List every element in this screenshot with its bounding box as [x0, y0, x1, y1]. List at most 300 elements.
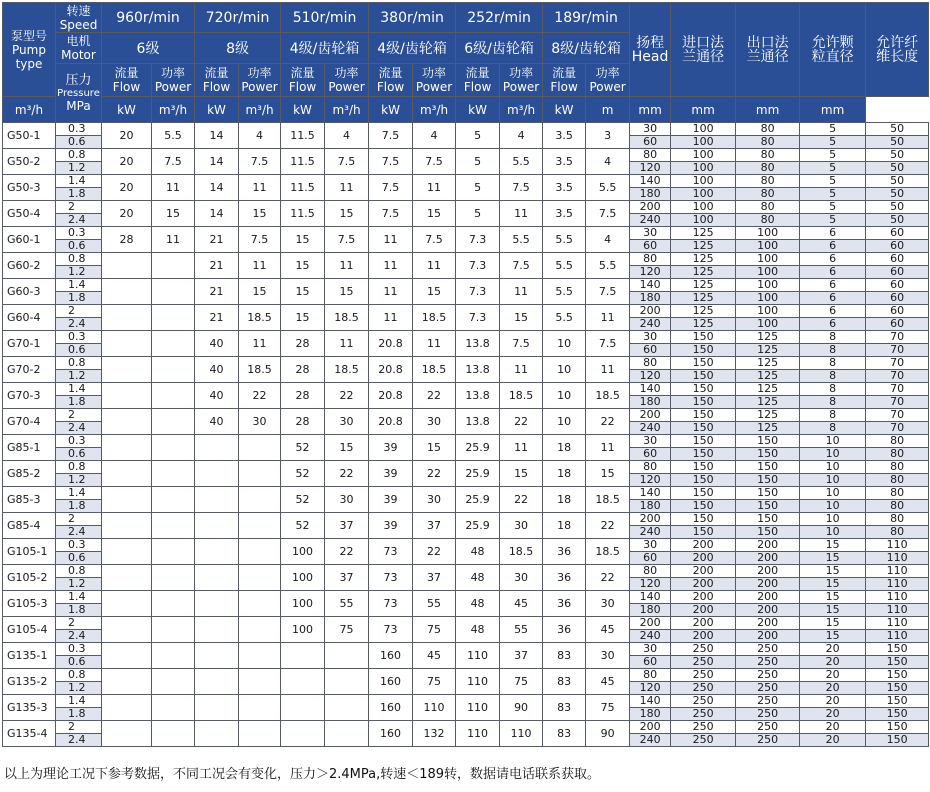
particle-cell: 10	[800, 487, 866, 500]
particle-cell: 20	[800, 669, 866, 682]
particle-cell: 6	[800, 266, 866, 279]
particle-cell: 5	[800, 214, 866, 227]
outlet-cell: 250	[736, 734, 800, 747]
power-cell	[152, 331, 195, 357]
fiber-cell: 60	[866, 305, 929, 318]
flow-cell: 21	[195, 305, 239, 331]
speed-header	[56, 3, 102, 33]
flow-cell: 100	[281, 617, 325, 643]
power-cell: 18.5	[239, 357, 281, 383]
flow-cell	[102, 279, 152, 305]
particle-cell: 20	[800, 643, 866, 656]
power-cell: 30	[586, 591, 630, 617]
pump-type-cell: G85-1	[3, 435, 56, 461]
power-cell: 22	[325, 461, 369, 487]
power-header-4	[500, 64, 543, 97]
flow-cell	[102, 331, 152, 357]
power-cell	[152, 253, 195, 279]
head-cell: 240	[630, 422, 671, 435]
pressure-cell: 0.8	[56, 669, 102, 682]
power-cell	[239, 643, 281, 669]
power-cell: 30	[500, 513, 543, 539]
power-cell: 15	[413, 279, 456, 305]
inlet-cell: 150	[671, 500, 736, 513]
power-cell	[325, 643, 369, 669]
flow-header-en: Flow	[463, 80, 492, 94]
pump-type-cell: G50-3	[3, 175, 56, 201]
particle-cell: 6	[800, 240, 866, 253]
outlet-header	[736, 3, 800, 97]
flow-unit-0: m³/h	[3, 97, 56, 123]
fiber-cell: 150	[866, 669, 929, 682]
head-cell: 30	[630, 331, 671, 344]
power-cell: 11	[586, 357, 630, 383]
flow-cell: 5	[456, 123, 500, 149]
power-cell: 4	[586, 227, 630, 253]
flow-cell: 3.5	[543, 123, 586, 149]
power-cell: 22	[586, 565, 630, 591]
power-cell	[239, 539, 281, 565]
pressure-cell: 1.2	[56, 266, 102, 279]
flow-cell: 28	[281, 409, 325, 435]
flow-cell: 73	[369, 617, 413, 643]
flow-cell	[102, 617, 152, 643]
inlet-cell: 100	[671, 123, 736, 136]
head-cell: 30	[630, 227, 671, 240]
power-header-en: Power	[415, 80, 453, 94]
power-cell: 75	[325, 617, 369, 643]
flow-cell: 20.8	[369, 383, 413, 409]
power-cell: 22	[239, 383, 281, 409]
flow-cell	[102, 565, 152, 591]
particle-cell: 15	[800, 604, 866, 617]
outlet-cell: 150	[736, 513, 800, 526]
power-cell: 18.5	[239, 305, 281, 331]
pressure-cell: 2	[56, 617, 102, 630]
fiber-cell: 80	[866, 448, 929, 461]
power-cell: 5.5	[500, 149, 543, 175]
fiber-cell: 60	[866, 318, 929, 331]
outlet-cell: 100	[736, 318, 800, 331]
fiber-cell: 110	[866, 578, 929, 591]
power-cell	[239, 695, 281, 721]
power-cell	[152, 305, 195, 331]
power-cell: 11	[239, 175, 281, 201]
speed-189: 189r/min	[543, 3, 630, 33]
power-header-en: Power	[502, 80, 540, 94]
table-row	[3, 175, 929, 188]
flow-cell	[102, 383, 152, 409]
flow-cell: 100	[281, 591, 325, 617]
motor-380: 4级/齿轮箱	[369, 33, 456, 64]
outlet-cell: 150	[736, 500, 800, 513]
power-cell: 15	[413, 201, 456, 227]
fiber-cell: 80	[866, 435, 929, 448]
power-unit-3: kW	[369, 97, 413, 123]
flow-unit-2: m³/h	[239, 97, 281, 123]
power-cell: 7.5	[586, 279, 630, 305]
flow-cell: 13.8	[456, 331, 500, 357]
power-cell: 22	[586, 513, 630, 539]
head-cell: 240	[630, 630, 671, 643]
inlet-cell: 125	[671, 292, 736, 305]
head-cell: 200	[630, 513, 671, 526]
power-cell: 37	[325, 513, 369, 539]
pump-type-cell: G50-2	[3, 149, 56, 175]
particle-cell: 10	[800, 461, 866, 474]
flow-cell: 40	[195, 331, 239, 357]
power-cell: 11	[413, 175, 456, 201]
outlet-cell: 150	[736, 526, 800, 539]
flow-cell: 20.8	[369, 357, 413, 383]
flow-cell: 73	[369, 591, 413, 617]
particle-cell: 6	[800, 227, 866, 240]
power-header-en: Power	[241, 80, 278, 94]
power-cell: 5.5	[586, 175, 630, 201]
pump-type-cell: G50-4	[3, 201, 56, 227]
power-cell: 30	[413, 487, 456, 513]
inlet-cell: 250	[671, 734, 736, 747]
head-cell: 240	[630, 214, 671, 227]
head-cell: 140	[630, 279, 671, 292]
pressure-header	[56, 64, 102, 123]
pump-type-header-en1: Pump	[12, 42, 46, 57]
fiber-cell: 150	[866, 695, 929, 708]
fiber-cell: 60	[866, 227, 929, 240]
power-cell: 45	[500, 591, 543, 617]
flow-cell: 11	[369, 227, 413, 253]
fiber-cell: 70	[866, 344, 929, 357]
flow-cell	[102, 357, 152, 383]
power-cell: 11	[325, 253, 369, 279]
power-cell: 5.5	[586, 253, 630, 279]
power-cell: 30	[413, 409, 456, 435]
outlet-cell: 80	[736, 123, 800, 136]
power-header-en: Power	[154, 80, 192, 94]
power-cell	[239, 487, 281, 513]
head-cell: 80	[630, 565, 671, 578]
fiber-cell: 110	[866, 630, 929, 643]
power-cell	[239, 669, 281, 695]
flow-cell: 5	[456, 175, 500, 201]
outlet-cell: 250	[736, 695, 800, 708]
head-cell: 200	[630, 201, 671, 214]
particle-cell: 5	[800, 136, 866, 149]
power-cell	[152, 617, 195, 643]
outlet-cell: 100	[736, 292, 800, 305]
flow-cell	[195, 591, 239, 617]
flow-cell	[102, 461, 152, 487]
power-cell	[152, 461, 195, 487]
flow-header-cn: 流量	[552, 66, 577, 80]
flow-cell	[102, 669, 152, 695]
flow-cell: 7.5	[369, 123, 413, 149]
inlet-header-l2: 兰通径	[682, 48, 725, 65]
flow-cell: 5	[456, 149, 500, 175]
pump-type-cell: G135-2	[3, 669, 56, 695]
flow-cell: 7.3	[456, 279, 500, 305]
head-cell: 60	[630, 136, 671, 149]
particle-cell: 6	[800, 253, 866, 266]
pressure-cell: 1.8	[56, 708, 102, 721]
flow-unit-4: m³/h	[413, 97, 456, 123]
inlet-cell: 150	[671, 383, 736, 396]
power-cell: 90	[500, 695, 543, 721]
particle-cell: 10	[800, 474, 866, 487]
fiber-cell: 150	[866, 721, 929, 734]
flow-cell: 11.5	[281, 201, 325, 227]
flow-cell	[281, 643, 325, 669]
flow-cell: 28	[281, 331, 325, 357]
inlet-cell: 200	[671, 617, 736, 630]
power-cell: 45	[413, 643, 456, 669]
power-cell: 4	[413, 123, 456, 149]
outlet-cell: 200	[736, 565, 800, 578]
table-row	[3, 253, 929, 266]
pressure-cell: 0.8	[56, 357, 102, 370]
pressure-cell: 2.4	[56, 422, 102, 435]
head-cell: 240	[630, 734, 671, 747]
pressure-cell: 2.4	[56, 526, 102, 539]
power-cell: 11	[500, 201, 543, 227]
flow-cell: 100	[281, 565, 325, 591]
power-cell	[152, 539, 195, 565]
power-cell	[239, 591, 281, 617]
table-row	[3, 617, 929, 630]
flow-cell: 15	[281, 279, 325, 305]
speed-header-cn: 转速	[66, 3, 91, 18]
power-cell	[239, 461, 281, 487]
pressure-cell: 2	[56, 305, 102, 318]
head-cell: 180	[630, 604, 671, 617]
flow-cell: 36	[543, 617, 586, 643]
table-row	[3, 201, 929, 214]
outlet-cell: 150	[736, 487, 800, 500]
particle-cell: 5	[800, 175, 866, 188]
power-cell: 18.5	[413, 305, 456, 331]
flow-cell: 25.9	[456, 435, 500, 461]
flow-header-5	[543, 64, 586, 97]
power-cell: 37	[413, 565, 456, 591]
particle-cell: 20	[800, 682, 866, 695]
particle-cell: 10	[800, 513, 866, 526]
pump-type-cell: G85-2	[3, 461, 56, 487]
particle-unit: mm	[736, 97, 800, 123]
particle-cell: 20	[800, 708, 866, 721]
power-cell: 15	[500, 461, 543, 487]
pressure-cell: 2	[56, 201, 102, 214]
pump-type-cell: G50-1	[3, 123, 56, 149]
flow-cell: 100	[281, 539, 325, 565]
flow-header-0	[102, 64, 152, 97]
particle-cell: 8	[800, 331, 866, 344]
outlet-cell: 125	[736, 344, 800, 357]
power-unit-5: kW	[543, 97, 586, 123]
fiber-cell: 150	[866, 708, 929, 721]
power-cell: 11	[239, 331, 281, 357]
power-cell: 22	[413, 539, 456, 565]
flow-cell: 73	[369, 539, 413, 565]
flow-cell: 11	[369, 305, 413, 331]
pressure-cell: 1.2	[56, 578, 102, 591]
flow-cell: 14	[195, 175, 239, 201]
power-cell: 30	[239, 409, 281, 435]
fiber-cell: 150	[866, 734, 929, 747]
outlet-cell: 125	[736, 396, 800, 409]
pump-type-cell: G60-1	[3, 227, 56, 253]
power-cell	[325, 721, 369, 747]
table-row	[3, 565, 929, 578]
power-cell	[152, 435, 195, 461]
power-cell: 18.5	[500, 539, 543, 565]
power-cell	[152, 721, 195, 747]
flow-cell: 21	[195, 279, 239, 305]
head-cell: 200	[630, 305, 671, 318]
pump-type-header	[3, 3, 56, 97]
particle-cell: 5	[800, 149, 866, 162]
particle-cell: 8	[800, 409, 866, 422]
flow-cell: 18	[543, 435, 586, 461]
flow-unit-5: m³/h	[500, 97, 543, 123]
pressure-cell: 1.4	[56, 383, 102, 396]
inlet-unit: mm	[630, 97, 671, 123]
flow-cell: 10	[543, 357, 586, 383]
pressure-cell: 0.8	[56, 253, 102, 266]
inlet-cell: 125	[671, 240, 736, 253]
power-cell	[152, 643, 195, 669]
power-cell: 18.5	[325, 357, 369, 383]
head-cell: 240	[630, 526, 671, 539]
fiber-cell: 60	[866, 240, 929, 253]
flow-cell: 160	[369, 695, 413, 721]
power-cell	[152, 513, 195, 539]
flow-header-cn: 流量	[204, 66, 229, 80]
particle-cell: 20	[800, 721, 866, 734]
flow-cell	[195, 617, 239, 643]
fiber-cell: 70	[866, 396, 929, 409]
fiber-cell: 70	[866, 331, 929, 344]
pump-type-cell: G135-4	[3, 721, 56, 747]
motor-510: 4级/齿轮箱	[281, 33, 369, 64]
fiber-cell: 70	[866, 422, 929, 435]
flow-unit-1: m³/h	[152, 97, 195, 123]
inlet-cell: 100	[671, 136, 736, 149]
head-cell: 30	[630, 539, 671, 552]
inlet-cell: 150	[671, 487, 736, 500]
pressure-cell: 0.8	[56, 149, 102, 162]
flow-cell	[102, 409, 152, 435]
particle-header-l2: 粒直径	[811, 48, 854, 65]
power-cell	[239, 721, 281, 747]
inlet-header	[671, 3, 736, 97]
particle-cell: 15	[800, 591, 866, 604]
outlet-cell: 250	[736, 708, 800, 721]
head-cell: 140	[630, 591, 671, 604]
flow-cell: 15	[281, 305, 325, 331]
outlet-cell: 250	[736, 669, 800, 682]
pressure-cell: 1.4	[56, 279, 102, 292]
flow-cell: 10	[543, 383, 586, 409]
fiber-cell: 80	[866, 526, 929, 539]
flow-cell: 28	[281, 357, 325, 383]
flow-cell	[102, 487, 152, 513]
head-cell: 180	[630, 500, 671, 513]
flow-cell: 28	[281, 383, 325, 409]
power-cell: 15	[152, 201, 195, 227]
power-header-5	[586, 64, 630, 97]
particle-cell: 20	[800, 695, 866, 708]
table-row	[3, 149, 929, 162]
flow-header-en: Flow	[288, 80, 317, 94]
particle-cell: 10	[800, 435, 866, 448]
flow-cell	[281, 721, 325, 747]
inlet-header-l1: 进口法	[682, 34, 725, 51]
table-row	[3, 123, 929, 136]
outlet-cell: 200	[736, 578, 800, 591]
outlet-cell: 125	[736, 357, 800, 370]
outlet-cell: 200	[736, 617, 800, 630]
flow-cell: 21	[195, 253, 239, 279]
outlet-cell: 80	[736, 201, 800, 214]
inlet-cell: 250	[671, 682, 736, 695]
fiber-cell: 50	[866, 175, 929, 188]
power-cell: 75	[413, 669, 456, 695]
outlet-cell: 200	[736, 552, 800, 565]
power-cell: 11	[500, 279, 543, 305]
fiber-header-l2: 维长度	[876, 48, 919, 65]
flow-cell: 18	[543, 487, 586, 513]
flow-cell: 20	[102, 201, 152, 227]
head-cell: 180	[630, 188, 671, 201]
power-header-1	[239, 64, 281, 97]
particle-header	[800, 3, 866, 97]
particle-header-l1: 允许颗	[811, 34, 854, 51]
power-cell: 18.5	[500, 383, 543, 409]
pump-type-cell: G70-2	[3, 357, 56, 383]
inlet-cell: 250	[671, 708, 736, 721]
flow-cell: 7.5	[369, 201, 413, 227]
outlet-cell: 200	[736, 630, 800, 643]
outlet-cell: 200	[736, 604, 800, 617]
table-row	[3, 591, 929, 604]
table-row	[3, 539, 929, 552]
power-unit-0: kW	[102, 97, 152, 123]
power-header-2	[325, 64, 369, 97]
pressure-cell: 1.8	[56, 188, 102, 201]
flow-cell: 73	[369, 565, 413, 591]
head-cell: 80	[630, 461, 671, 474]
flow-cell: 7.3	[456, 227, 500, 253]
flow-cell	[195, 721, 239, 747]
pressure-header-en: Pressure	[57, 87, 100, 99]
pressure-cell: 1.8	[56, 292, 102, 305]
power-cell	[152, 409, 195, 435]
fiber-cell: 50	[866, 136, 929, 149]
flow-cell: 36	[543, 591, 586, 617]
flow-cell: 110	[456, 643, 500, 669]
power-cell	[152, 357, 195, 383]
pump-type-cell: G105-1	[3, 539, 56, 565]
flow-cell: 48	[456, 591, 500, 617]
pump-type-cell: G70-3	[3, 383, 56, 409]
inlet-cell: 200	[671, 630, 736, 643]
table-row	[3, 461, 929, 474]
pump-type-cell: G135-3	[3, 695, 56, 721]
flow-cell: 13.8	[456, 383, 500, 409]
power-cell	[152, 383, 195, 409]
pressure-cell: 1.8	[56, 500, 102, 513]
power-cell: 22	[500, 409, 543, 435]
